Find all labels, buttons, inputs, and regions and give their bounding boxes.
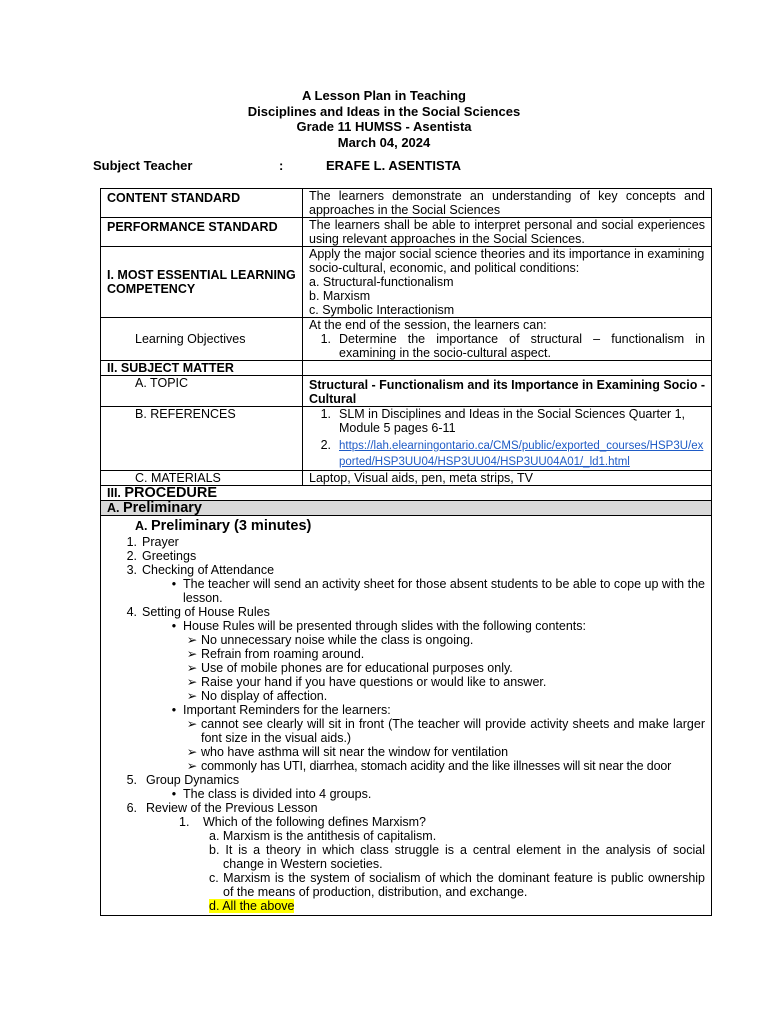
materials-row: [101, 471, 712, 486]
reminder-item: [107, 717, 705, 745]
list-item: [107, 605, 705, 619]
reminder-text: commonly has UTI, diarrhea, stomach acidity and the like illnesses will sit near the door: [201, 759, 672, 773]
preliminary-body: [101, 516, 712, 916]
melc-label: I. MOST ESSENTIAL LEARNING COMPETENCY: [101, 247, 303, 318]
content-standard-row: [101, 189, 712, 218]
subheading-letter: A.: [135, 519, 148, 533]
preliminary-title: Preliminary: [122, 500, 202, 516]
lesson-plan-table: [100, 188, 712, 916]
list-text: Greetings: [142, 549, 197, 563]
bullet-item: [107, 577, 705, 605]
arrow-bullet-icon: ➢: [186, 745, 198, 759]
reminder-item: [107, 759, 705, 773]
reference-number: 1.: [320, 407, 331, 421]
rule-text: Refrain from roaming around.: [201, 647, 365, 661]
choice-c: [107, 871, 705, 899]
reminder-item: [107, 745, 705, 759]
preliminary-row: [101, 501, 712, 516]
choice-a: a. Marxism is the antithesis of capitalism.: [209, 829, 437, 843]
reference-item: [309, 438, 705, 470]
document-header: [0, 88, 768, 150]
header-line-2: Disciplines and Ideas in the Social Sciences: [247, 103, 521, 119]
arrow-bullet-icon: ➢: [186, 675, 198, 689]
subject-matter-row: [101, 361, 712, 376]
rule-text: Use of mobile phones are for educational purposes only.: [201, 661, 513, 675]
teacher-colon: :: [279, 158, 284, 173]
rule-text: No display of affection.: [201, 689, 328, 703]
objective-number: 1.: [320, 332, 331, 346]
materials-label: C. MATERIALS: [101, 471, 303, 486]
arrow-bullet-icon: ➢: [186, 661, 198, 675]
bullet-dot-icon: •: [171, 619, 177, 633]
list-number: 3.: [126, 563, 137, 577]
objectives-intro: At the end of the session, the learners can:: [309, 318, 547, 332]
preliminary-heading: [101, 501, 712, 516]
rule-item: [107, 647, 705, 661]
reminder-text: cannot see clearly will sit in front (The teacher will provide activity sheets and make larger font size in the visual aids.): [201, 717, 705, 745]
list-number: 4.: [126, 605, 137, 619]
objectives-value: [303, 318, 712, 361]
rule-item: [107, 661, 705, 675]
bullet-item: [107, 619, 705, 633]
question-number: 1.: [179, 815, 190, 829]
rule-item: [107, 633, 705, 647]
list-text: Group Dynamics: [146, 773, 240, 787]
list-number: 2.: [126, 549, 137, 563]
list-number: 5.: [126, 773, 137, 787]
reference-text: SLM in Disciplines and Ideas in the Social Sciences Quarter 1, Module 5 pages 6-11: [339, 407, 686, 435]
materials-value: Laptop, Visual aids, pen, meta strips, TV: [303, 471, 712, 486]
melc-row: [101, 247, 712, 318]
question-item: [107, 815, 705, 829]
bullet-dot-icon: •: [171, 787, 177, 801]
choice-b: [107, 843, 705, 871]
rule-text: Raise your hand if you have questions or would like to answer.: [201, 675, 547, 689]
rule-item: [107, 689, 705, 703]
performance-standard-row: [101, 218, 712, 247]
list-number: 1.: [126, 535, 137, 549]
list-text: Setting of House Rules: [142, 605, 270, 619]
question-text: Which of the following defines Marxism?: [203, 815, 427, 829]
objectives-label: Learning Objectives: [101, 318, 303, 361]
header-line-1: A Lesson Plan in Teaching: [302, 88, 466, 103]
performance-standard-label: PERFORMANCE STANDARD: [101, 218, 303, 247]
arrow-bullet-icon: ➢: [186, 633, 198, 647]
reference-link[interactable]: https://lah.elearningontario.ca/CMS/public/exported_courses/HSP3U/exported/HSP3UU04/HSP3UU04/HSP3UU04A01/_ld1.html: [339, 440, 704, 468]
list-item: [107, 773, 705, 787]
rule-text: No unnecessary noise while the class is ongoing.: [201, 633, 474, 647]
arrow-bullet-icon: ➢: [186, 717, 198, 731]
procedure-roman: III.: [107, 486, 121, 500]
list-number: 6.: [126, 801, 137, 815]
header-line-3: Grade 11 HUMSS - Asentista: [296, 119, 472, 134]
bullet-text: Important Reminders for the learners:: [183, 703, 391, 717]
bullet-item: [107, 787, 705, 801]
list-text: Prayer: [142, 535, 179, 549]
procedure-heading: [101, 486, 712, 501]
choice-b-text: b. It is a theory in which class struggle is a central element in the analysis of social change in Western societies.: [209, 843, 705, 871]
subject-matter-empty: [303, 361, 712, 376]
arrow-bullet-icon: ➢: [186, 689, 198, 703]
melc-intro: Apply the major social science theories and its importance in examining socio-cultural, economic, and political conditions:: [309, 247, 705, 275]
subheading-title: Preliminary (3 minutes): [150, 518, 312, 534]
list-text: Review of the Previous Lesson: [146, 801, 318, 815]
list-item: [107, 801, 705, 815]
reference-number: 2.: [320, 438, 331, 452]
bullet-text: The teacher will send an activity sheet for those absent students to be able to cope up with the lesson.: [183, 577, 705, 605]
list-item: [107, 535, 705, 549]
preliminary-subheading: [107, 518, 705, 535]
arrow-bullet-icon: ➢: [186, 759, 198, 773]
content-standard-value: The learners demonstrate an understanding of key concepts and approaches in the Social Sciences: [303, 189, 712, 218]
melc-item: c. Symbolic Interactionism: [309, 303, 455, 317]
objective-item: [309, 332, 705, 360]
reference-item: [309, 407, 705, 435]
preliminary-body-row: [101, 516, 712, 916]
bullet-text: House Rules will be presented through slides with the following contents:: [183, 619, 587, 633]
melc-item: a. Structural-functionalism: [309, 275, 454, 289]
list-text: Checking of Attendance: [142, 563, 275, 577]
choice-d-highlighted-answer: d. All the above: [209, 899, 295, 913]
choice-c-text: c. Marxism is the system of socialism of which the dominant feature is public ownership of the means of production, distribution, and exchange.: [209, 871, 705, 899]
subject-teacher-line: [93, 158, 462, 173]
references-label: B. REFERENCES: [101, 407, 303, 471]
teacher-label: Subject Teacher: [93, 158, 193, 173]
topic-value: Structural - Functionalism and its Importance in Examining Socio - Cultural: [303, 376, 712, 407]
list-item: [107, 549, 705, 563]
objective-text: Determine the importance of structural – functionalism in examining in the socio-cultural aspect.: [339, 332, 705, 360]
bullet-item: [107, 703, 705, 717]
performance-standard-value: The learners shall be able to interpret personal and social experiences using relevant approaches in the Social Sciences.: [303, 218, 712, 247]
bullet-dot-icon: •: [171, 703, 177, 717]
teacher-name: ERAFE L. ASENTISTA: [326, 158, 462, 173]
references-row: [101, 407, 712, 471]
bullet-dot-icon: •: [171, 577, 177, 591]
reminder-text: who have asthma will sit near the window for ventilation: [201, 745, 509, 759]
preliminary-letter: A.: [107, 501, 120, 515]
procedure-row: [101, 486, 712, 501]
melc-value: [303, 247, 712, 318]
topic-label: A. TOPIC: [101, 376, 303, 407]
bullet-text: The class is divided into 4 groups.: [183, 787, 372, 801]
subject-matter-label: II. SUBJECT MATTER: [101, 361, 303, 376]
arrow-bullet-icon: ➢: [186, 647, 198, 661]
header-line-4: March 04, 2024: [337, 134, 431, 150]
choice-d: [107, 899, 705, 913]
references-value: [303, 407, 712, 471]
procedure-title: PROCEDURE: [124, 485, 218, 501]
melc-item: b. Marxism: [309, 289, 371, 303]
content-standard-label: CONTENT STANDARD: [101, 189, 303, 218]
objectives-row: [101, 318, 712, 361]
topic-row: [101, 376, 712, 407]
rule-item: [107, 675, 705, 689]
list-item: [107, 563, 705, 577]
